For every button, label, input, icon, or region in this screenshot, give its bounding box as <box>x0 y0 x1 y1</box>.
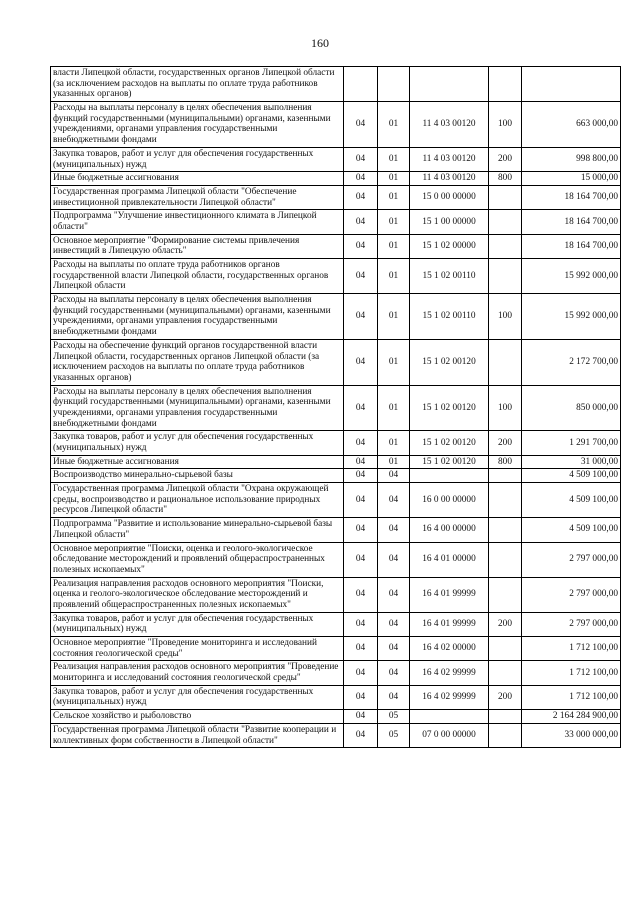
row-name: Иные бюджетные ассигнования <box>51 455 344 469</box>
row-section: 04 <box>378 612 410 636</box>
budget-table-body <box>51 67 621 748</box>
row-section: 05 <box>378 723 410 747</box>
row-section: 01 <box>378 147 410 171</box>
row-amount: 1 712 100,00 <box>522 661 621 685</box>
row-chapter: 04 <box>344 385 378 431</box>
table-row <box>51 259 621 294</box>
row-section: 01 <box>378 455 410 469</box>
row-amount: 2 172 700,00 <box>522 339 621 385</box>
table-row <box>51 172 621 186</box>
row-target-article: 15 1 00 00000 <box>410 210 489 234</box>
row-chapter: 04 <box>344 234 378 258</box>
row-name: Закупка товаров, работ и услуг для обеспечения государственных (муниципальных) нужд <box>51 147 344 171</box>
row-amount: 850 000,00 <box>522 385 621 431</box>
row-name: Основное мероприятие "Проведение мониторинга и исследований состояния геологической среды" <box>51 637 344 661</box>
budget-table <box>50 66 621 748</box>
row-section: 01 <box>378 431 410 455</box>
row-name: Расходы на обеспечение функций органов государственной власти Липецкой области, государственных органов Липецкой области (за исключением расходов на выплаты по оплате труда работников указанных органов) <box>51 339 344 385</box>
row-name: Иные бюджетные ассигнования <box>51 172 344 186</box>
table-row <box>51 518 621 542</box>
row-amount: 18 164 700,00 <box>522 210 621 234</box>
table-row <box>51 685 621 709</box>
row-expense-type <box>489 518 522 542</box>
table-row <box>51 455 621 469</box>
row-expense-type <box>489 723 522 747</box>
table-row <box>51 542 621 577</box>
row-name: Государственная программа Липецкой области "Охрана окружающей среды, воспроизводство и рациональное использование природных ресурсов Липецкой области" <box>51 483 344 518</box>
row-chapter: 04 <box>344 518 378 542</box>
row-chapter: 04 <box>344 612 378 636</box>
row-chapter: 04 <box>344 661 378 685</box>
row-chapter <box>344 67 378 102</box>
row-expense-type: 800 <box>489 172 522 186</box>
row-target-article: 15 1 02 00120 <box>410 339 489 385</box>
table-row <box>51 483 621 518</box>
row-name: Подпрограмма "Улучшение инвестиционного климата в Липецкой области" <box>51 210 344 234</box>
row-expense-type: 200 <box>489 612 522 636</box>
row-expense-type: 100 <box>489 385 522 431</box>
row-expense-type <box>489 185 522 209</box>
table-row <box>51 661 621 685</box>
row-section: 01 <box>378 210 410 234</box>
table-row <box>51 210 621 234</box>
table-row <box>51 294 621 340</box>
row-name: Реализация направления расходов основного мероприятия "Поиски, оценка и геолого-экологическое обследование месторождений и проявлений общераспространенных полезных ископаемых" <box>51 577 344 612</box>
row-target-article: 15 1 02 00000 <box>410 234 489 258</box>
row-target-article: 11 4 03 00120 <box>410 172 489 186</box>
row-name: Государственная программа Липецкой области "Обеспечение инвестиционной привлекательности Липецкой области" <box>51 185 344 209</box>
row-chapter: 04 <box>344 339 378 385</box>
row-expense-type <box>489 661 522 685</box>
row-chapter: 04 <box>344 577 378 612</box>
row-amount: 2 797 000,00 <box>522 577 621 612</box>
row-target-article: 15 1 02 00110 <box>410 259 489 294</box>
table-row <box>51 67 621 102</box>
row-amount: 18 164 700,00 <box>522 234 621 258</box>
row-target-article: 16 4 02 99999 <box>410 661 489 685</box>
row-chapter: 04 <box>344 431 378 455</box>
row-section <box>378 67 410 102</box>
row-expense-type: 100 <box>489 102 522 148</box>
table-row <box>51 612 621 636</box>
row-target-article: 11 4 03 00120 <box>410 102 489 148</box>
row-expense-type <box>489 710 522 724</box>
table-row <box>51 723 621 747</box>
row-name: Основное мероприятие "Формирование системы привлечения инвестиций в Липецкую область" <box>51 234 344 258</box>
row-amount: 4 509 100,00 <box>522 483 621 518</box>
row-expense-type <box>489 339 522 385</box>
row-name: Сельское хозяйство и рыболовство <box>51 710 344 724</box>
row-expense-type <box>489 637 522 661</box>
row-expense-type: 200 <box>489 685 522 709</box>
row-expense-type: 200 <box>489 147 522 171</box>
row-amount: 4 509 100,00 <box>522 518 621 542</box>
row-chapter: 04 <box>344 294 378 340</box>
row-section: 04 <box>378 661 410 685</box>
row-chapter: 04 <box>344 469 378 483</box>
row-name: Закупка товаров, работ и услуг для обеспечения государственных (муниципальных) нужд <box>51 431 344 455</box>
row-target-article: 11 4 03 00120 <box>410 147 489 171</box>
row-target-article: 16 4 00 00000 <box>410 518 489 542</box>
row-chapter: 04 <box>344 483 378 518</box>
row-target-article: 15 1 02 00110 <box>410 294 489 340</box>
row-chapter: 04 <box>344 259 378 294</box>
row-expense-type <box>489 234 522 258</box>
row-target-article <box>410 67 489 102</box>
row-name: Расходы на выплаты персоналу в целях обеспечения выполнения функций государственными (муниципальными) органами, казенными учреждениями, органами управления государственными внебюджетными фондами <box>51 385 344 431</box>
table-row <box>51 185 621 209</box>
row-section: 05 <box>378 710 410 724</box>
row-target-article: 16 4 02 00000 <box>410 637 489 661</box>
row-section: 01 <box>378 259 410 294</box>
row-amount: 15 992 000,00 <box>522 259 621 294</box>
row-section: 01 <box>378 102 410 148</box>
row-name: Государственная программа Липецкой области "Развитие кооперации и коллективных форм собственности в Липецкой области" <box>51 723 344 747</box>
row-chapter: 04 <box>344 723 378 747</box>
row-chapter: 04 <box>344 147 378 171</box>
row-expense-type: 200 <box>489 431 522 455</box>
row-target-article: 16 4 01 99999 <box>410 612 489 636</box>
row-target-article: 15 1 02 00120 <box>410 431 489 455</box>
row-section: 04 <box>378 469 410 483</box>
row-expense-type <box>489 577 522 612</box>
row-chapter: 04 <box>344 172 378 186</box>
row-name: Реализация направления расходов основного мероприятия "Проведение мониторинга и исследований состояния геологической среды" <box>51 661 344 685</box>
row-expense-type <box>489 210 522 234</box>
row-section: 01 <box>378 339 410 385</box>
row-name: Расходы на выплаты персоналу в целях обеспечения выполнения функций государственными (муниципальными) органами, казенными учреждениями, органами управления государственными внебюджетными фондами <box>51 102 344 148</box>
table-row <box>51 577 621 612</box>
row-amount: 1 291 700,00 <box>522 431 621 455</box>
row-expense-type <box>489 542 522 577</box>
table-row <box>51 234 621 258</box>
row-amount: 33 000 000,00 <box>522 723 621 747</box>
row-section: 04 <box>378 577 410 612</box>
row-target-article: 16 4 01 99999 <box>410 577 489 612</box>
row-chapter: 04 <box>344 210 378 234</box>
row-amount: 1 712 100,00 <box>522 637 621 661</box>
row-target-article: 15 1 02 00120 <box>410 385 489 431</box>
row-expense-type <box>489 469 522 483</box>
row-amount: 2 164 284 900,00 <box>522 710 621 724</box>
table-row <box>51 385 621 431</box>
row-amount: 31 000,00 <box>522 455 621 469</box>
table-row <box>51 710 621 724</box>
table-row <box>51 147 621 171</box>
row-section: 01 <box>378 294 410 340</box>
row-amount: 998 800,00 <box>522 147 621 171</box>
row-name: Закупка товаров, работ и услуг для обеспечения государственных (муниципальных) нужд <box>51 612 344 636</box>
row-target-article: 16 0 00 00000 <box>410 483 489 518</box>
row-amount: 18 164 700,00 <box>522 185 621 209</box>
row-name: Основное мероприятие "Поиски, оценка и геолого-экологическое обследование месторождений и проявлений общераспространенных полезных ископаемых" <box>51 542 344 577</box>
table-row <box>51 102 621 148</box>
row-section: 01 <box>378 234 410 258</box>
row-expense-type: 800 <box>489 455 522 469</box>
row-name: Подпрограмма "Развитие и использование минерально-сырьевой базы Липецкой области" <box>51 518 344 542</box>
row-chapter: 04 <box>344 542 378 577</box>
row-chapter: 04 <box>344 710 378 724</box>
row-name: Расходы на выплаты по оплате труда работников органов государственной власти Липецкой области, государственных органов Липецкой области <box>51 259 344 294</box>
row-section: 01 <box>378 185 410 209</box>
row-section: 04 <box>378 542 410 577</box>
table-row <box>51 339 621 385</box>
row-chapter: 04 <box>344 455 378 469</box>
row-amount: 15 992 000,00 <box>522 294 621 340</box>
row-expense-type <box>489 483 522 518</box>
row-amount <box>522 67 621 102</box>
row-expense-type <box>489 259 522 294</box>
table-row <box>51 637 621 661</box>
row-amount: 663 000,00 <box>522 102 621 148</box>
row-section: 04 <box>378 518 410 542</box>
row-target-article: 07 0 00 00000 <box>410 723 489 747</box>
row-section: 04 <box>378 637 410 661</box>
row-name: Воспроизводство минерально-сырьевой базы <box>51 469 344 483</box>
row-section: 04 <box>378 483 410 518</box>
row-amount: 15 000,00 <box>522 172 621 186</box>
row-name: Закупка товаров, работ и услуг для обеспечения государственных (муниципальных) нужд <box>51 685 344 709</box>
row-chapter: 04 <box>344 685 378 709</box>
row-section: 01 <box>378 385 410 431</box>
row-chapter: 04 <box>344 102 378 148</box>
row-chapter: 04 <box>344 637 378 661</box>
row-target-article: 16 4 02 99999 <box>410 685 489 709</box>
row-target-article: 15 1 02 00120 <box>410 455 489 469</box>
table-row <box>51 469 621 483</box>
row-amount: 1 712 100,00 <box>522 685 621 709</box>
row-target-article: 15 0 00 00000 <box>410 185 489 209</box>
row-section: 04 <box>378 685 410 709</box>
row-name: Расходы на выплаты персоналу в целях обеспечения выполнения функций государственными (муниципальными) органами, казенными учреждениями, органами управления государственными внебюджетными фондами <box>51 294 344 340</box>
row-amount: 2 797 000,00 <box>522 612 621 636</box>
page-number: 160 <box>311 36 329 50</box>
row-target-article <box>410 469 489 483</box>
row-amount: 2 797 000,00 <box>522 542 621 577</box>
row-expense-type <box>489 67 522 102</box>
row-target-article: 16 4 01 00000 <box>410 542 489 577</box>
row-expense-type: 100 <box>489 294 522 340</box>
row-amount: 4 509 100,00 <box>522 469 621 483</box>
row-target-article <box>410 710 489 724</box>
row-chapter: 04 <box>344 185 378 209</box>
row-section: 01 <box>378 172 410 186</box>
table-row <box>51 431 621 455</box>
row-name: власти Липецкой области, государственных органов Липецкой области (за исключением расходов на выплаты по оплате труда работников указанных органов) <box>51 67 344 102</box>
